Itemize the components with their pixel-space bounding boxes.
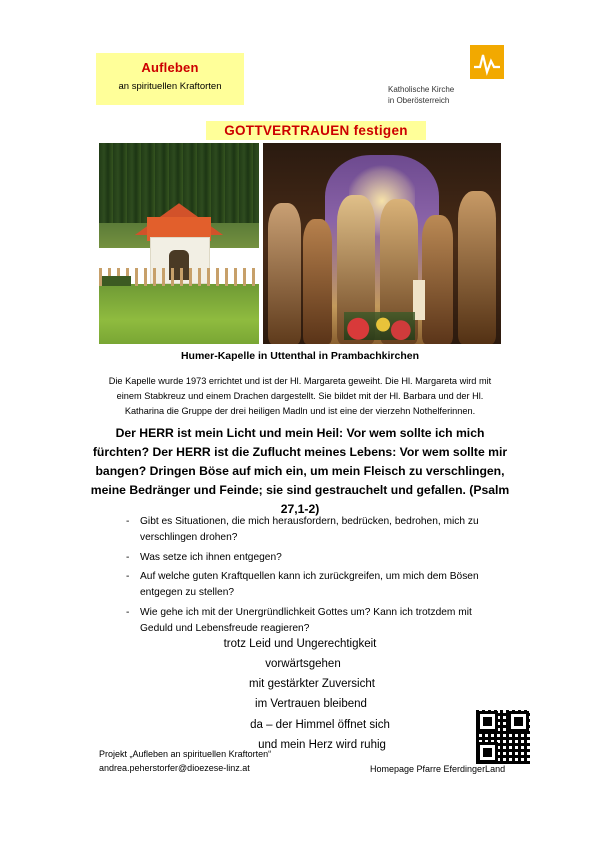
list-item: - Gibt es Situationen, die mich herausfordern, bedrücken, bedrohen, mich zu verschlingen drohen? — [126, 514, 496, 546]
closing-line: und mein Herz wird ruhig — [258, 738, 386, 751]
list-item: - Was setze ich ihnen entgegen? — [126, 550, 496, 566]
church-name-line1: Katholische Kirche — [388, 85, 455, 94]
chapel-exterior-photo — [99, 143, 259, 344]
footer-project-info — [99, 748, 271, 776]
list-item: - Wie gehe ich mit der Unergründlichkeit Gottes um? Kann ich trotzdem mit Geduld und Lebensfreude reagieren? — [126, 605, 496, 637]
page-title-text: GOTTVERTRAUEN festigen — [224, 123, 408, 138]
church-name — [388, 85, 454, 107]
qr-finder-top-right — [508, 711, 529, 732]
church-name-line2: in Oberösterreich — [388, 95, 450, 105]
qr-finder-bottom-left — [477, 742, 498, 763]
closing-poem — [99, 634, 501, 755]
reflection-questions — [126, 514, 496, 641]
closing-line: mit gestärkter Zuversicht — [249, 678, 375, 691]
aufleben-logo — [96, 53, 244, 105]
project-name: Projekt „Aufleben an spirituellen Kraftorten“ — [99, 749, 272, 759]
list-item: - Auf welche guten Kraftquellen kann ich zurückgreifen, um mich dem Bösen entgegen zu stellen? — [126, 569, 496, 601]
photo-row — [99, 143, 501, 344]
aufleben-logo-title: Aufleben — [141, 60, 199, 75]
qr-code[interactable] — [476, 710, 530, 764]
chapel-interior-photo — [263, 143, 501, 344]
footer-homepage[interactable]: Homepage Pfarre EferdingerLand — [370, 764, 506, 774]
intro-paragraph: Die Kapelle wurde 1973 errichtet und ist der Hl. Margareta geweiht. Die Hl. Margareta wird mit einem Stabkreuz und einem Drachen dargestellt. Sie bildet mit der Hl. Barbara und der Hl. Katharina die Gruppe der drei heiligen Madln und ist eine der vierzehn Nothelferinnen. — [108, 376, 492, 417]
closing-line: da – der Himmel öffnet sich — [250, 718, 390, 731]
closing-line: vorwärtsgehen — [265, 658, 341, 671]
header — [0, 40, 600, 120]
page-title — [206, 121, 426, 140]
closing-line: trotz Leid und Ungerechtigkeit — [223, 638, 377, 650]
katholische-kirche-logo-icon — [470, 45, 504, 79]
psalm-quote: Der HERR ist mein Licht und mein Heil: Vor wem sollte ich mich fürchten? Der HERR ist die Zuflucht meines Lebens: Vor wem sollte mir bangen? Dringen Böse auf mich ein, um mein Fleisch zu verschlingen, meine Bedränger und Feinde; sie sind gestrauchelt und gefallen. (Psalm 27,1-2) — [90, 426, 510, 516]
closing-line: im Vertrauen bleibend — [255, 698, 367, 711]
photo-caption: Humer-Kapelle in Uttenthal in Prambachkirchen — [180, 350, 420, 362]
qr-finder-top-left — [477, 711, 498, 732]
contact-email[interactable]: andrea.peherstorfer@dioezese-linz.at — [99, 762, 250, 773]
aufleben-logo-subtitle: an spirituellen Kraftorten — [118, 81, 222, 92]
